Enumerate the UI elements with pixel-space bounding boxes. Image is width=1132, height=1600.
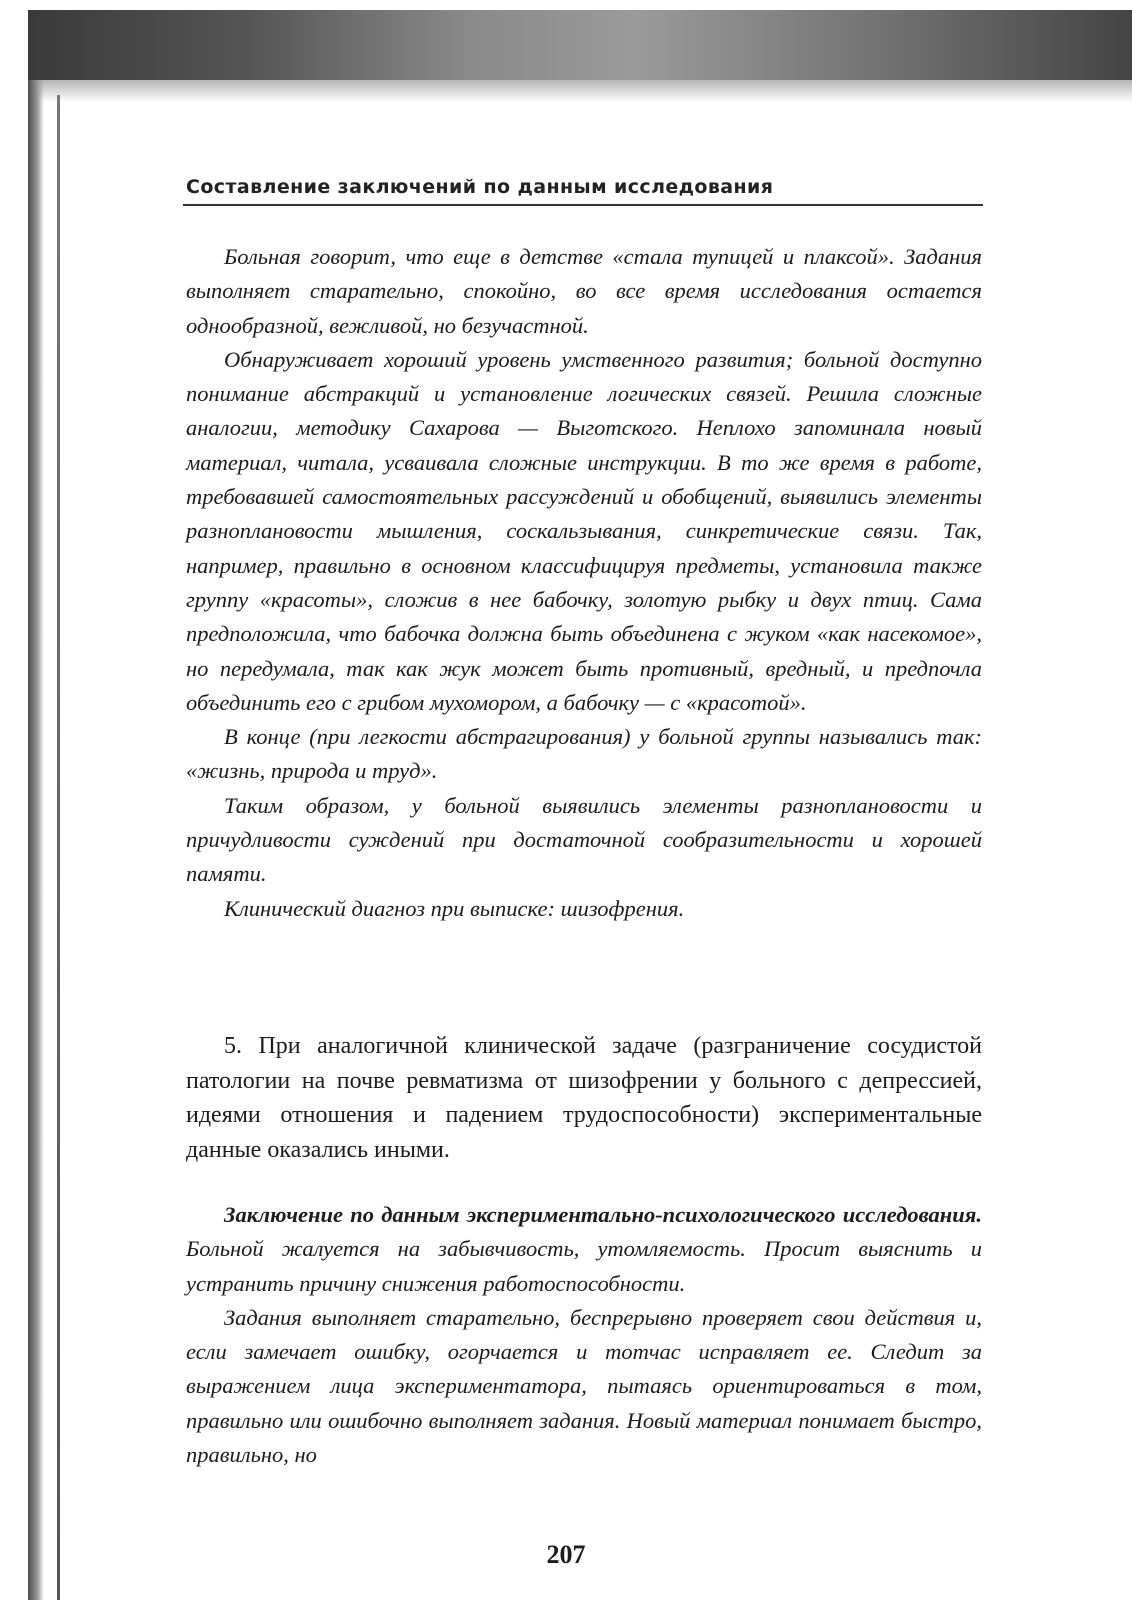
conclusion-lead-paragraph: [186, 1198, 982, 1301]
conclusion-paragraph: Задания выполняет старательно, беспрерывно проверяет свои действия и, если замечает ошибку, огорчается и тотчас исправляет ее. Следит за выражением лица экспериментатора, пытаясь ориентироваться в том, правильно или ошибочно выполняет задания. Новый материал понимает быстро, правильно, но: [186, 1304, 982, 1468]
case-paragraph-1: Больная говорит, что еще в детстве «стала тупицей и плаксой». Задания выполняет старательно, спокойно, во все время исследования остается однообразной, вежливой, но безучастной.: [186, 244, 982, 338]
case-paragraph-4: Таким образом, у больной выявились элементы разноплановости и причудливости суждений при достаточной сообразительности и хорошей памяти.: [186, 792, 982, 887]
case-block: [186, 240, 982, 926]
running-head: Составление заключений по данным исследования: [186, 176, 774, 198]
conclusion-heading: Заключение по данным экспериментально-психологического исследования.: [224, 1202, 982, 1227]
case-paragraph-2: Обнаруживает хороший уровень умственного развития; больной доступно понимание абстракций и установление логических связей. Решила сложные аналогии, методику Сахарова — Выготского. Неплохо запоминала новый материал, читала, усваивала сложные инструкции. В то же время в работе, требовавшей самостоятельных рассуждений и обобщений, выявились элементы разноплановости мышления, соскальзывания, синкретические связи. Так, например, правильно в основном классифицируя предметы, установила также группу «красоты», сложив в нее бабочку, золотую рыбку и двух птиц. Сама предположила, что бабочка должна быть объединена с жуком «как насекомое», но передумала, так как жук может быть противный, вредный, и предпочла объединить его с грибом мухомором, а бабочку — с «красотой».: [186, 346, 982, 715]
section-5-paragraph: 5. При аналогичной клинической задаче (разграничение сосудистой патологии на почве ревматизма от шизофрении у больного с депрессией, идеями отношения и падением трудоспособности) экспериментальные данные оказались иными.: [186, 1033, 982, 1163]
scan-top-shadow: [28, 10, 1132, 80]
book-spine-line: [57, 95, 60, 1600]
scan-top-shadow-fade: [28, 80, 1132, 102]
book-spine-shadow: [28, 80, 44, 1600]
running-head-rule: [183, 204, 983, 206]
conclusion-block: [186, 1198, 982, 1472]
page-number: 207: [546, 1540, 586, 1569]
section-5: [186, 1029, 982, 1167]
case-paragraph-5: Клинический диагноз при выписке: шизофрения.: [224, 895, 685, 921]
case-paragraph-3: В конце (при легкости абстрагирования) у больной группы назывались так: «жизнь, природа и труд».: [186, 724, 982, 784]
conclusion-lead-text: Больной жалуется на забывчивость, утомляемость. Просит выяснить и устранить причину снижения работоспособности.: [186, 1236, 982, 1296]
